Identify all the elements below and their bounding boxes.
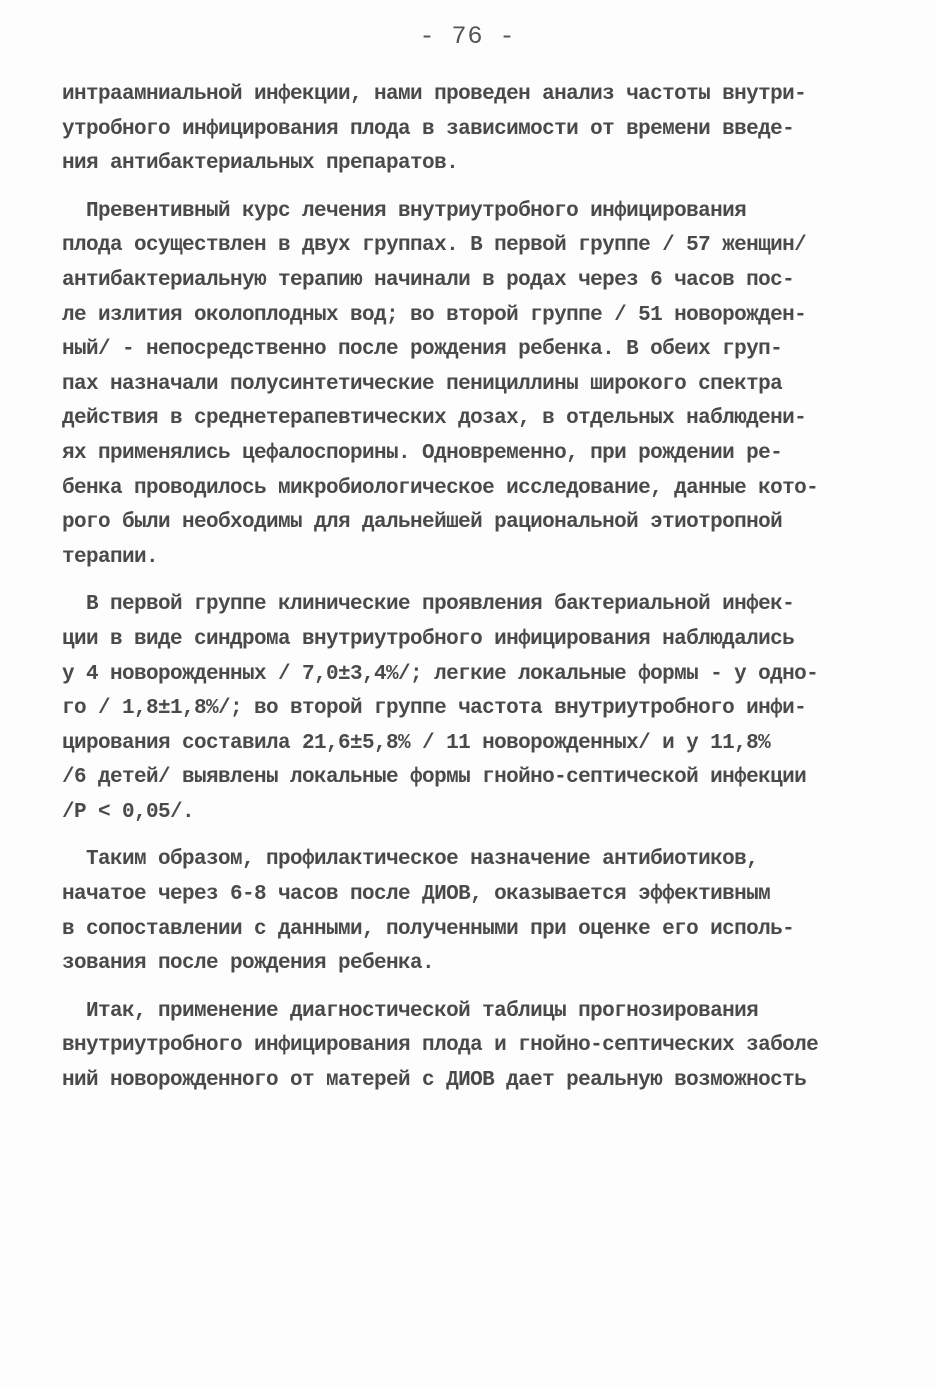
text-line: начатое через 6-8 часов после ДИОВ, оказывается эффективным xyxy=(62,883,771,907)
page-number: - 76 - xyxy=(419,22,516,51)
paragraph xyxy=(62,588,877,830)
text-line: плода осуществлен в двух группах. В первой группе / 57 женщин/ xyxy=(62,234,807,258)
paragraph xyxy=(62,195,877,576)
text-line: в сопоставлении с данными, полученными при оценке его исполь- xyxy=(62,917,795,941)
text-line: го / 1,8±1,8%/; во второй группе частота внутриутробного инфи- xyxy=(62,697,807,721)
text-line: /Р < 0,05/. xyxy=(62,800,195,824)
text-line: рого были необходимы для дальнейшей рациональной этиотропной xyxy=(62,511,783,535)
text-line: интраамниальной инфекции, нами проведен анализ частоты внутри- xyxy=(62,83,807,106)
text-line: ный/ - непосредственно после рождения ребенка. В обеих груп- xyxy=(62,338,783,362)
text-line: бенка проводилось микробиологическое исследование, данные кото- xyxy=(62,476,819,500)
text-line: у 4 новорожденных / 7,0±3,4%/; легкие локальные формы - у одно- xyxy=(62,662,819,686)
text-line: цирования составила 21,6±5,8% / 11 новорожденных/ и у 11,8% xyxy=(62,731,771,755)
text-line: В первой группе клинические проявления бактериальной инфек- xyxy=(62,593,795,617)
text-line: терапии. xyxy=(62,545,159,569)
text-line: ний новорожденного от матерей с ДИОВ дает реальную возможность xyxy=(62,1069,807,1093)
text-line: ле излития околоплодных вод; во второй группе / 51 новорожден- xyxy=(62,303,807,327)
paragraph xyxy=(62,995,877,1099)
text-line: /6 детей/ выявлены локальные формы гнойно-септической инфекции xyxy=(62,766,807,790)
text-line: ях применялись цефалоспорины. Одновременно, при рождении ре- xyxy=(62,441,783,465)
text-line: зования после рождения ребенка. xyxy=(62,952,435,976)
text-line: действия в среднетерапевтических дозах, в отдельных наблюдени- xyxy=(62,407,807,431)
text-line: внутриутробного инфицирования плода и гнойно-септических заболе xyxy=(62,1034,819,1058)
text-line: Таким образом, профилактическое назначение антибиотиков, xyxy=(62,848,759,872)
text-line: ния антибактериальных препаратов. xyxy=(62,152,459,176)
text-line: пах назначали полусинтетические пенициллины широкого спектра xyxy=(62,372,783,396)
text-line: антибактериальную терапию начинали в родах через 6 часов пос- xyxy=(62,268,795,292)
paragraph xyxy=(62,78,877,182)
text-line: ции в виде синдрома внутриутробного инфицирования наблюдались xyxy=(62,627,795,651)
text-line: Превентивный курс лечения внутриутробного инфицирования xyxy=(62,199,747,223)
paragraph xyxy=(62,843,877,981)
text-line: утробного инфицирования плода в зависимости от времени введе- xyxy=(62,117,795,141)
body-text xyxy=(62,78,877,1112)
text-line: Итак, применение диагностической таблицы прогнозирования xyxy=(62,999,759,1023)
